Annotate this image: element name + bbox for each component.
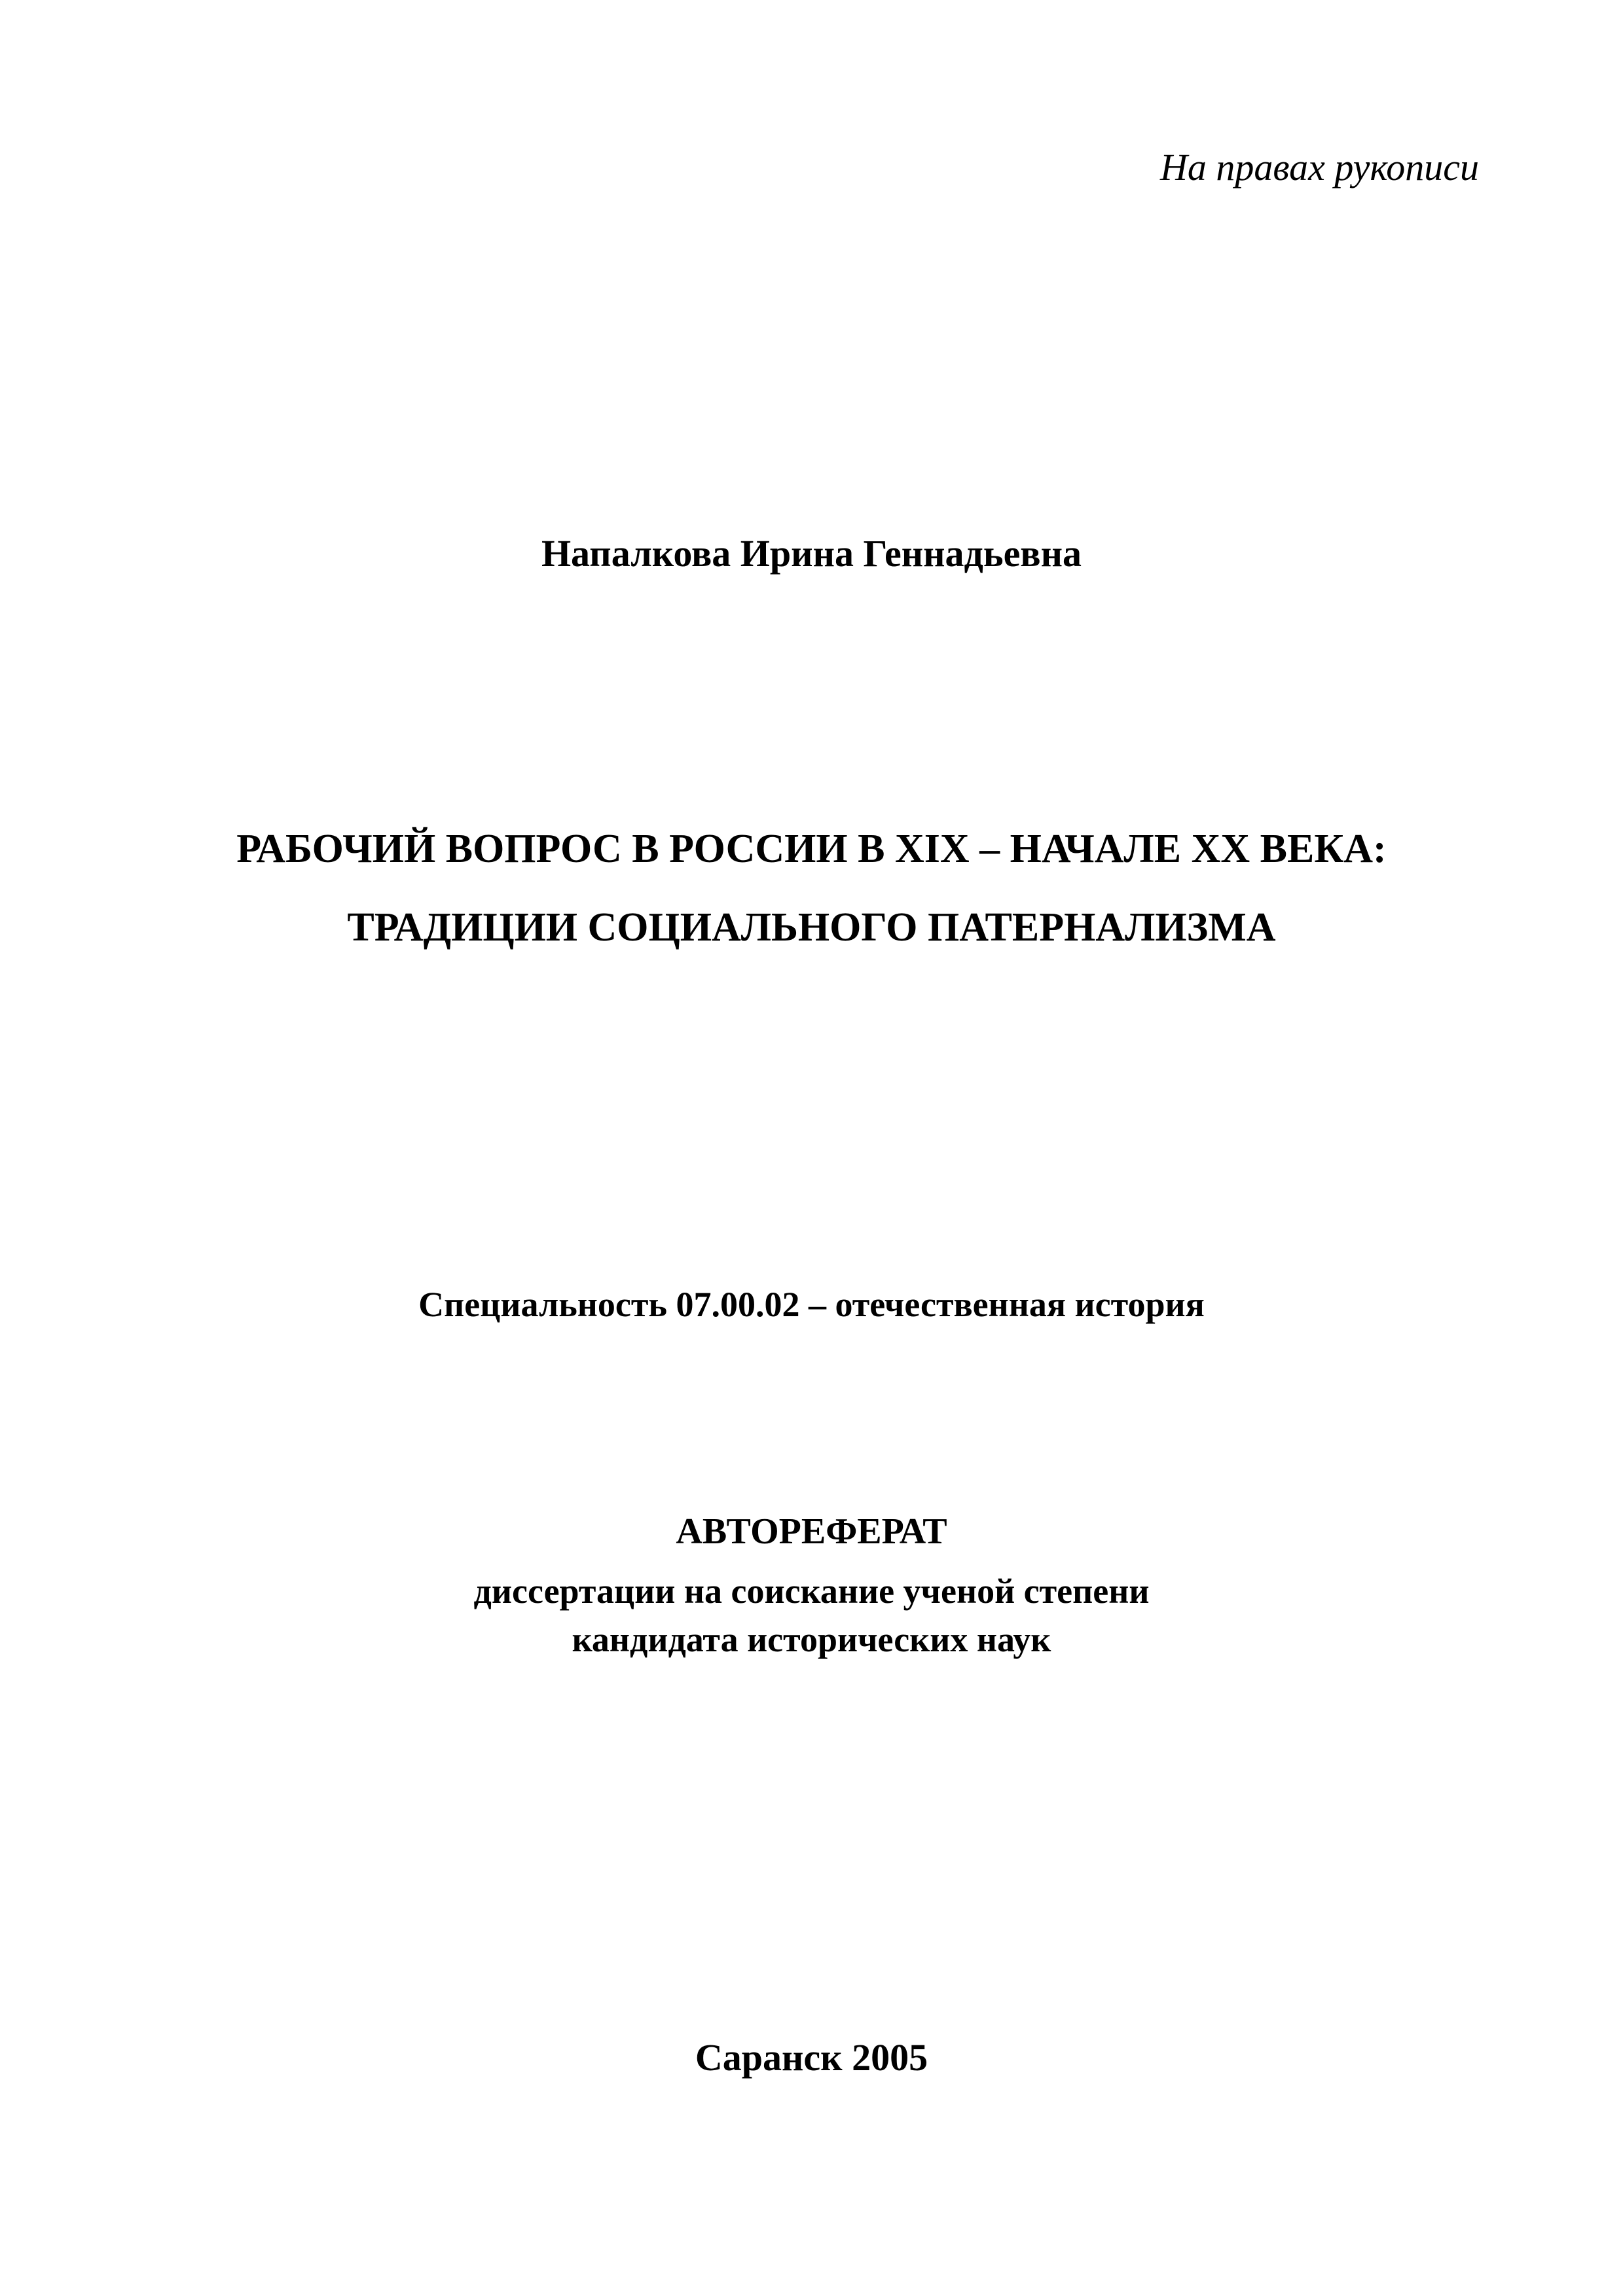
manuscript-note: На правах рукописи bbox=[1159, 146, 1479, 188]
document-description-line-2: кандидата исторических наук bbox=[572, 1620, 1051, 1659]
document-description-line-1: диссертации на соискание ученой степени bbox=[473, 1571, 1150, 1611]
title-line-2: ТРАДИЦИИ СОЦИАЛЬНОГО ПАТЕРНАЛИЗМА bbox=[347, 905, 1276, 950]
document-type-heading: АВТОРЕФЕРАТ bbox=[676, 1511, 947, 1552]
place-and-year: Саранск 2005 bbox=[695, 2036, 928, 2079]
author-name: Напалкова Ирина Геннадьевна bbox=[541, 532, 1082, 575]
title-line-1: РАБОЧИЙ ВОПРОС В РОССИИ В XIX – НАЧАЛЕ XX ВЕКА: bbox=[236, 827, 1387, 871]
specialty-line: Специальность 07.00.02 – отечественная история bbox=[418, 1285, 1205, 1324]
